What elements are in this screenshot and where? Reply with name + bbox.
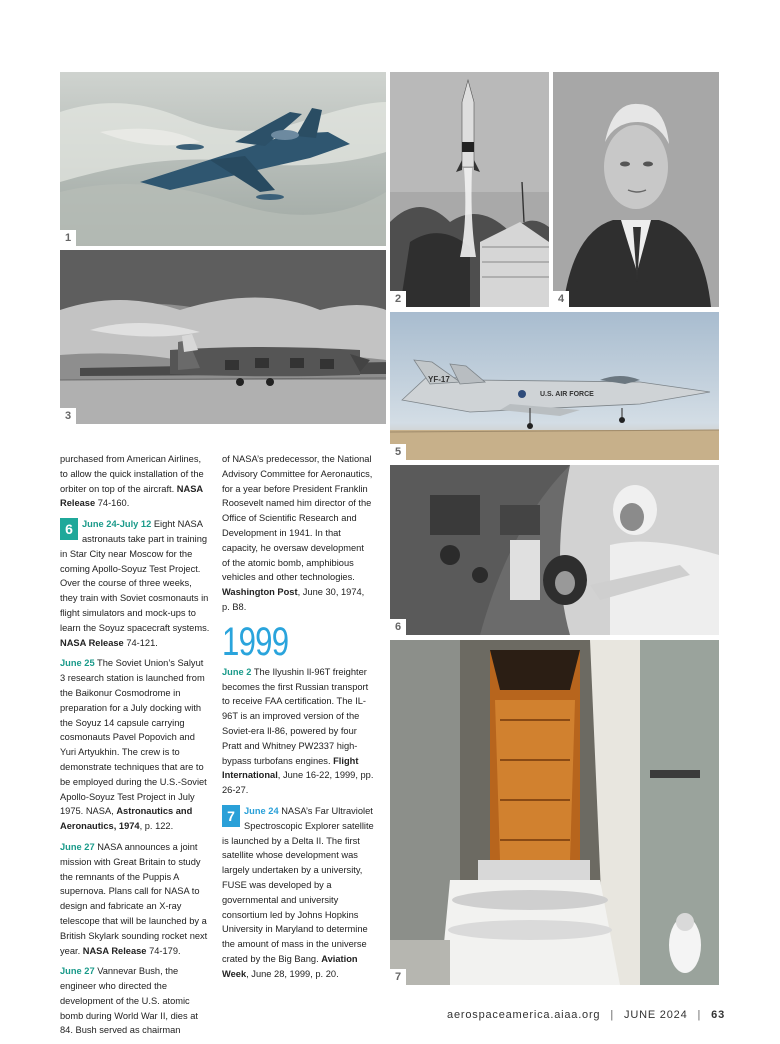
- photo-5-yf17-aircraft: [390, 312, 719, 460]
- photo-1-jet-aircraft: [60, 72, 386, 246]
- entry-june-24-fuse: 7 June 24 NASA’s Far Ultraviolet Spectroscopic Explorer satellite is launched by a Delta II. The first satellite whose development was largely undertaken by a university, FUSE was developed by a governmental and university consortium led by Johns Hopkins University in Maryland to determine the amount of mass in the universe crated by the Big Bang. Aviation Week, June 28, 1999, p. 20.: [222, 805, 374, 979]
- year-heading: 1999: [222, 619, 289, 664]
- photo-number: 1: [60, 230, 76, 246]
- source-citation: Flight International: [222, 755, 359, 781]
- side-marking: U.S. AIR FORCE: [540, 391, 594, 398]
- page-footer: [447, 1009, 725, 1021]
- bomber-aircraft-image: [60, 250, 386, 424]
- photo-7-fuse-satellite: [390, 640, 719, 985]
- entry-date: June 2: [222, 666, 252, 677]
- text-column-2: [222, 452, 374, 988]
- footer-separator: |: [610, 1009, 615, 1021]
- photo-number: 7: [390, 969, 406, 985]
- footer-site: aerospaceamerica.aiaa.org: [447, 1009, 601, 1021]
- cosmonaut-training-image: [390, 465, 719, 635]
- photo-number: 5: [390, 444, 406, 460]
- source-citation: Astronautics and Aeronautics, 1974: [60, 806, 193, 832]
- source-citation: NASA Release: [82, 945, 147, 956]
- page-number: 63: [711, 1009, 725, 1021]
- entry-date: June 27: [60, 966, 95, 977]
- photo-2-rocket-launch: [390, 72, 549, 307]
- photo-ref-badge: 7: [222, 805, 240, 827]
- photo-number: 6: [390, 619, 406, 635]
- tail-marking: YF-17: [428, 375, 450, 384]
- entry-1974-continued: purchased from American Airlines, to allow the quick installation of the orbiter on top of the aircraft. NASA Release 74-160.: [60, 454, 204, 509]
- entry-bush-continued: of NASA’s predecessor, the National Advisory Committee for Aeronautics, for a year before President Franklin Roosevelt named him director of the Office of Scientific Research and Development in 1941. In that capacity, he oversaw development of the atomic bomb, amphibious vehicles and other technologies. Washington Post, June 30, 1974, p. B8.: [222, 454, 373, 612]
- photo-6-cosmonaut-training: [390, 465, 719, 635]
- fuse-satellite-image: [390, 640, 719, 985]
- entry-june-24: 6 June 24-July 12 Eight NASA astronauts take part in training in Star City near Moscow for the coming Apollo-Soyuz Test Project. Over the course of three weeks, they train with Soviet cosmonauts in flight simulators and mock-ups to learn the Soyuz spacecraft systems. NASA Release 74-121.: [60, 519, 210, 648]
- entry-june-2: June 2 The Ilyushin Il-96T freighter becomes the first Russian transport to receive FAA certification. The IL-96T is an improved version of the Soviet-era Il-86, powered by four Pratt and Whitney PW2337 high-bypass turbofans engines. Flight International, June 16-22, 1999, pp. 26-27.: [222, 666, 374, 796]
- source-citation: NASA Release: [60, 637, 124, 648]
- source-citation: NASA Release: [60, 483, 203, 509]
- entry-date: June 24-July 12: [82, 519, 152, 530]
- footer-issue: JUNE 2024: [624, 1009, 688, 1021]
- text-column-1: [60, 452, 210, 1044]
- portrait-image: [553, 72, 719, 307]
- entry-date: June 24: [244, 805, 279, 816]
- photo-number: 2: [390, 291, 406, 307]
- entry-date: June 27: [60, 841, 95, 852]
- entry-date: June 25: [60, 658, 95, 669]
- photo-4-portrait: [553, 72, 719, 307]
- photo-ref-badge: 6: [60, 518, 78, 540]
- source-citation: Aviation Week: [222, 953, 358, 979]
- photo-3-bomber-aircraft: [60, 250, 386, 424]
- footer-separator: |: [697, 1009, 702, 1021]
- photo-number: 3: [60, 408, 76, 424]
- jet-aircraft-image: [60, 72, 386, 246]
- entry-june-27-puppis: June 27 NASA announces a joint mission with Great Britain to study the remnants of the Puppis A supernova. Plans call for NASA to design and fabricate an X-ray telescope that will be launched by a British Skylark sounding rocket next year. NASA Release 74-179.: [60, 841, 208, 956]
- source-citation: Washington Post: [222, 587, 298, 598]
- yf17-aircraft-image: [390, 312, 719, 460]
- rocket-launch-image: [390, 72, 549, 307]
- entry-june-27-bush: June 27 Vannevar Bush, the engineer who directed the development of the U.S. atomic bomb during World War II, dies at 84. Bush served as chairman: [60, 966, 198, 1036]
- entry-june-25: June 25 The Soviet Union’s Salyut 3 research station is launched from the Baikonur Cosmodrome in preparation for a July docking with the Soyuz 14 capsule carrying cosmonauts Pavel Popovich and Yuri Artyukhin. The crew is to demonstrate techniques that are to be employed during the U.S.-Soviet Apollo-Soyuz Test Project in July 1975. NASA, Astronautics and Aeronautics, 1974, p. 122.: [60, 658, 207, 832]
- photo-number: 4: [553, 291, 569, 307]
